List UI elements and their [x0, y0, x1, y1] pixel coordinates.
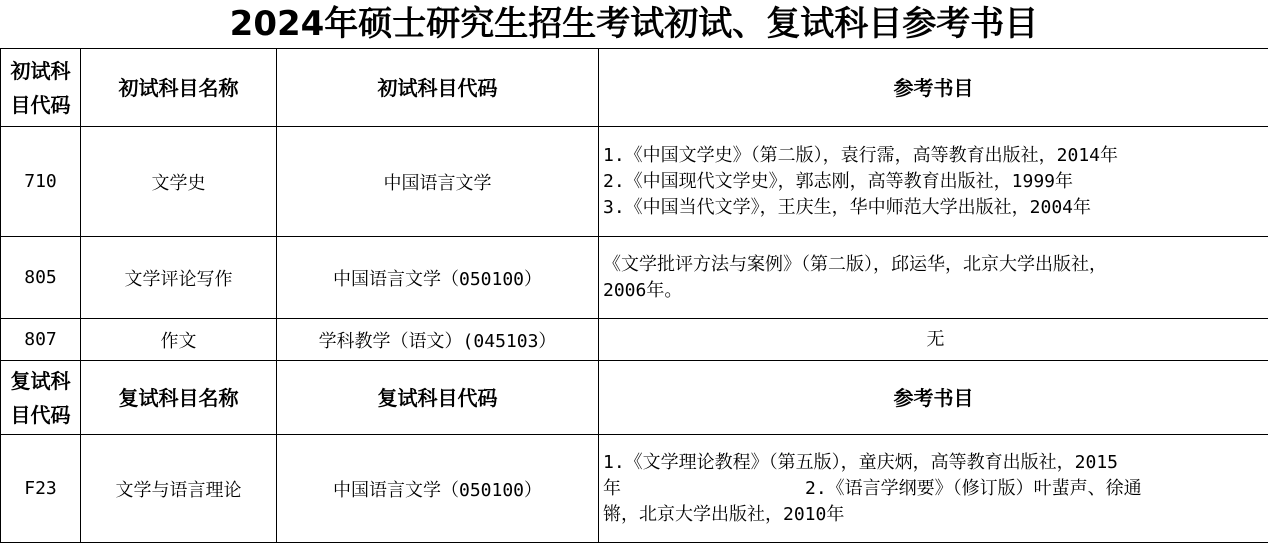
subject-code: 805	[1, 237, 81, 319]
book-item: 年 2.《语言学纲要》（修订版）叶蜚声、徐通	[603, 477, 1142, 499]
subject-name: 文学评论写作	[81, 237, 277, 319]
subject-major: 中国语言文学（050100）	[277, 237, 599, 319]
table-row	[1, 435, 1268, 543]
retest-header-row	[1, 361, 1268, 435]
subject-name: 文学史	[81, 127, 277, 237]
book-item: 2.《中国现代文学史》，郭志刚，高等教育出版社，1999年	[603, 170, 1074, 192]
subject-code: 710	[1, 127, 81, 237]
header-retest-books: 参考书目	[599, 361, 1268, 435]
initial-header-row	[1, 49, 1268, 127]
book-item: 3.《中国当代文学》，王庆生，华中师范大学出版社，2004年	[603, 196, 1092, 218]
header-initial-major-code: 初试科目代码	[277, 49, 599, 127]
header-initial-books: 参考书目	[599, 49, 1268, 127]
header-retest-major-code: 复试科目代码	[277, 361, 599, 435]
book-item: 1.《文学理论教程》（第五版），童庆炳，高等教育出版社，2015	[603, 451, 1119, 473]
header-initial-code: 初试科 目代码	[1, 49, 81, 127]
reference-books	[599, 127, 1268, 237]
page-title: 2024年硕士研究生招生考试初试、复试科目参考书目	[229, 4, 1039, 44]
header-retest-code: 复试科 目代码	[1, 361, 81, 435]
reference-books	[599, 237, 1268, 319]
subject-name: 文学与语言理论	[81, 435, 277, 543]
book-item: 1.《中国文学史》（第二版），袁行霈，高等教育出版社，2014年	[603, 144, 1119, 166]
subject-code: F23	[1, 435, 81, 543]
subject-name: 作文	[81, 319, 277, 361]
table-row	[1, 127, 1268, 237]
subject-code: 807	[1, 319, 81, 361]
book-item: 2006年。	[603, 279, 683, 301]
subjects-table	[0, 48, 1268, 543]
table-row	[1, 319, 1268, 361]
subject-major: 中国语言文学（050100）	[277, 435, 599, 543]
table-row	[1, 237, 1268, 319]
subject-major: 学科教学（语文）(045103）	[277, 319, 599, 361]
reference-books: 无	[599, 319, 1268, 361]
header-retest-name: 复试科目名称	[81, 361, 277, 435]
header-initial-name: 初试科目名称	[81, 49, 277, 127]
subject-major: 中国语言文学	[277, 127, 599, 237]
book-item: 锵，北京大学出版社，2010年	[603, 503, 845, 525]
reference-books	[599, 435, 1268, 543]
book-item: 《文学批评方法与案例》（第二版），邱运华，北京大学出版社，	[603, 253, 1107, 275]
